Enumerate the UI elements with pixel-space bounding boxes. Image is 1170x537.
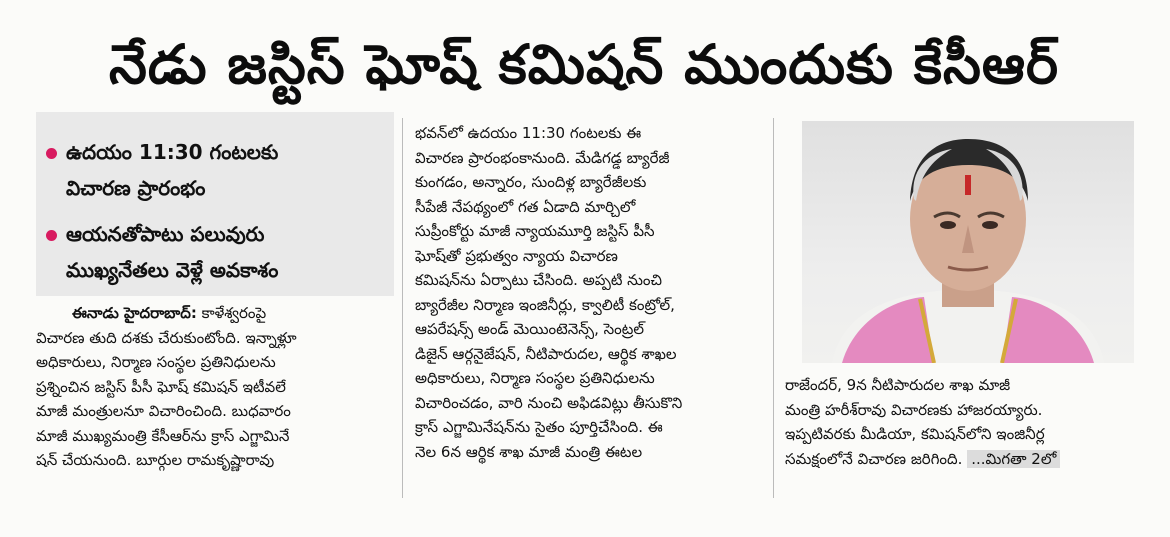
column3-last-line: సమక్షంలోనే విచారణ జరిగింది. bbox=[785, 449, 963, 468]
column1-line: అధికారులు, నిర్మాణ సంస్థల ప్రతినిధులను bbox=[36, 353, 276, 371]
column2-line: సుప్రీంకోర్టు మాజీ న్యాయమూర్తి జస్టిస్ పీసీ bbox=[415, 222, 655, 240]
column2-line: ఆపరేషన్స్ అండ్ మెయింటెనెన్స్, సెంట్రల్ bbox=[415, 320, 644, 338]
column-divider bbox=[773, 118, 774, 498]
bullet-icon bbox=[46, 148, 57, 159]
column1-line: విచారణ తుది దశకు చేరుకుంటోంది. ఇన్నాళ్లూ bbox=[36, 328, 297, 347]
portrait-illustration bbox=[802, 121, 1134, 363]
portrait-photo bbox=[802, 121, 1134, 363]
column1-line: మాజీ మంత్రులనూ విచారించింది. బుధవారం bbox=[36, 402, 291, 420]
highlight-2-line-2: ముఖ్యనేతలు వెళ్లే అవకాశం bbox=[66, 258, 279, 282]
article-column-1 bbox=[36, 301, 394, 473]
continued-label: ...మిగతా 2లో bbox=[967, 450, 1060, 468]
column2-line: నెల 6న ఆర్థిక శాఖ మాజీ మంత్రి ఈటల bbox=[415, 442, 643, 461]
column2-line: డిజైన్ ఆర్గనైజేషన్, నీటిపారుదల, ఆర్థిక శాఖల bbox=[415, 344, 677, 363]
highlights-box bbox=[36, 112, 394, 296]
column2-line: కుంగడం, అన్నారం, సుందిళ్ల బ్యారేజీలకు bbox=[415, 173, 647, 191]
column1-line: మాజీ ముఖ్యమంత్రి కేసీఆర్‌ను క్రాస్ ఎగ్జామినే bbox=[36, 426, 290, 445]
column2-line: విచారణ ప్రారంభంకానుంది. మేడిగడ్డ బ్యారేజీ bbox=[415, 148, 670, 167]
column3-line: ఇప్పటివరకు మీడియా, కమిషన్‌లోని ఇంజినీర్ల bbox=[785, 425, 1045, 443]
column2-line: సీపేజీ నేపథ్యంలో గత ఏడాది మార్చిలో bbox=[415, 197, 636, 216]
column2-line: కమిషన్‌ను ఏర్పాటు చేసింది. అప్పటి నుంచి bbox=[415, 271, 662, 289]
highlight-item-2 bbox=[66, 216, 386, 288]
column2-line: ఘోష్‌తో ప్రభుత్వం న్యాయ విచారణ bbox=[415, 246, 618, 265]
column2-line: అధికారులు, నిర్మాణ సంస్థల ప్రతినిధులను bbox=[415, 369, 655, 387]
column3-line: రాజేందర్, 9న నీటిపారుదల శాఖ మాజీ bbox=[785, 376, 1011, 394]
article-column-2 bbox=[415, 121, 761, 464]
column-divider bbox=[402, 118, 403, 498]
highlight-2-line-1: ఆయనతోపాటు పలువురు bbox=[66, 222, 265, 246]
bullet-icon bbox=[46, 230, 57, 241]
dateline: ఈనాడు హైదరాబాద్: bbox=[72, 304, 197, 322]
headline: నేడు జస్టిస్ ఘోష్ కమిషన్ ముందుకు కేసీఆర్ bbox=[109, 33, 1059, 96]
highlight-1-line-1: ఉదయం 11:30 గంటలకు bbox=[66, 140, 279, 164]
article-column-3 bbox=[785, 373, 1140, 471]
column3-line: మంత్రి హరీశ్‌రావు విచారణకు హాజరయ్యారు. bbox=[785, 400, 1043, 419]
column2-line: బ్యారేజీల నిర్మాణ ఇంజినీర్లు, క్వాలిటీ కంట్రోల్, bbox=[415, 295, 675, 314]
column1-first-line: కాళేశ్వరంపై bbox=[196, 304, 267, 322]
column2-line: విచారించడం, వారి నుంచి అఫిడవిట్లు తీసుకొని bbox=[415, 393, 683, 412]
highlight-1-line-2: విచారణ ప్రారంభం bbox=[66, 176, 206, 200]
column1-line: షన్ చేయనుంది. బూర్గుల రామకృష్ణారావు bbox=[36, 451, 275, 469]
column2-line: భవన్‌లో ఉదయం 11:30 గంటలకు ఈ bbox=[415, 124, 642, 142]
column1-line: ప్రశ్నించిన జస్టిస్ పీసీ ఘోష్ కమిషన్ ఇటీవలే bbox=[36, 377, 286, 396]
highlight-item-1 bbox=[66, 134, 386, 206]
column2-line: క్రాస్ ఎగ్జామినేషన్‌ను సైతం పూర్తిచేసింది. ఈ bbox=[415, 418, 663, 436]
